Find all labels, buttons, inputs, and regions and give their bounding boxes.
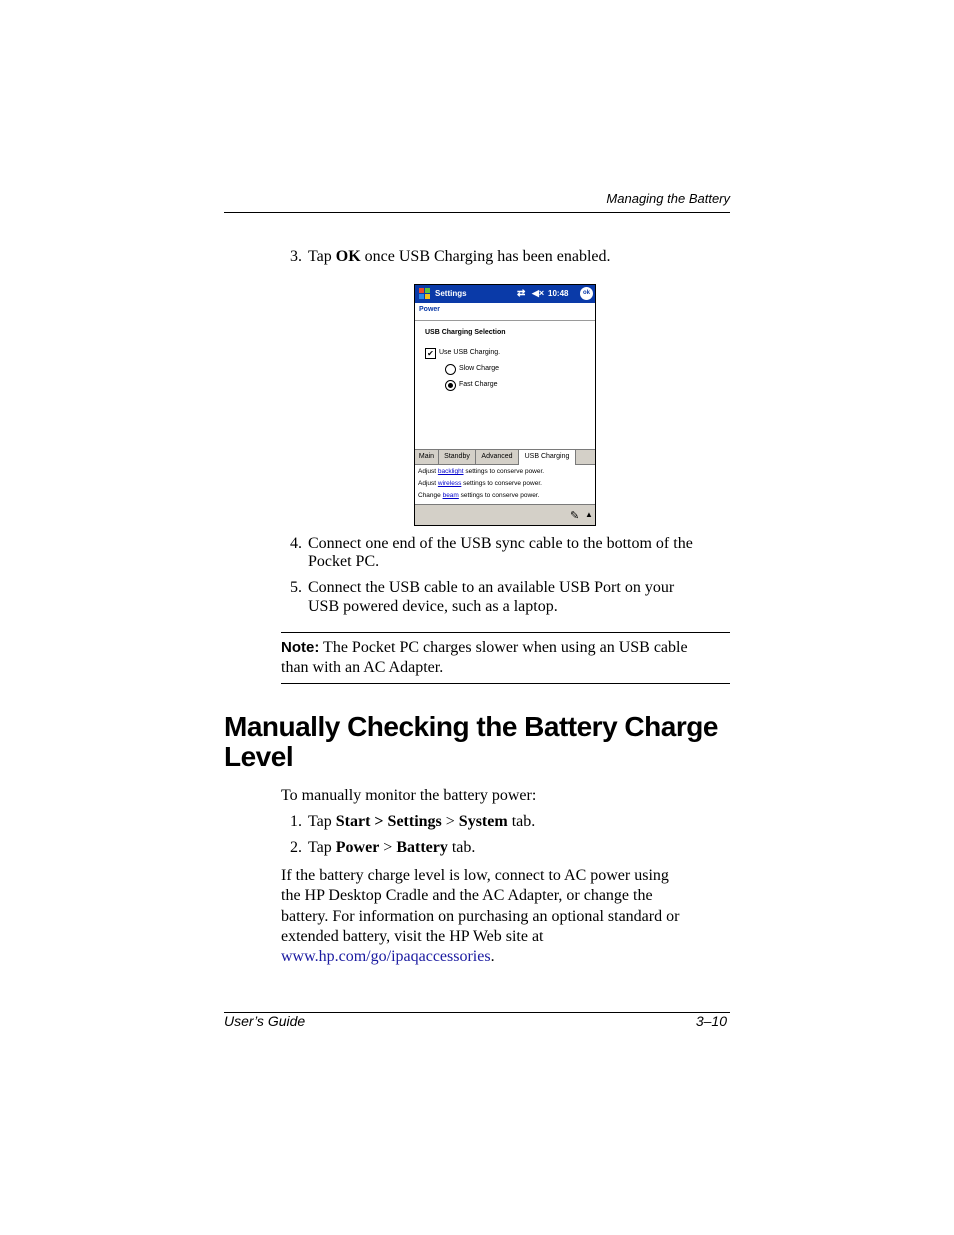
device-title-bar — [415, 285, 595, 303]
backlight-link[interactable]: backlight — [437, 468, 464, 475]
step-bold: Power — [335, 839, 380, 856]
device-title: Settings — [435, 289, 467, 298]
step-bold: Start > Settings — [335, 813, 442, 830]
help-text: settings to conserve power. — [463, 468, 545, 475]
note-label: Note: — [281, 639, 320, 656]
step-text: Connect the USB cable to an available USB Port on your — [308, 579, 675, 596]
page-number: 3–10 — [695, 1013, 727, 1029]
step-number: 4. — [290, 535, 302, 552]
note-bottom-rule — [281, 683, 730, 684]
use-usb-charging-checkbox[interactable]: ✔ — [425, 348, 436, 359]
help-text: Change — [418, 492, 443, 499]
wireless-link[interactable]: wireless — [437, 480, 462, 487]
device-command-bar — [415, 504, 595, 526]
radio-label: Fast Charge — [459, 381, 498, 388]
note-text: The Pocket PC charges slower when using an USB cable — [319, 639, 688, 656]
paragraph-line: If the battery charge level is low, connect to AC power using — [281, 867, 669, 884]
sync-arrows-icon[interactable]: ⇄ — [517, 288, 526, 299]
checkbox-label: Use USB Charging. — [439, 349, 501, 356]
help-line — [418, 468, 544, 475]
step-text: tab. — [447, 839, 476, 856]
step-text: Tap — [308, 813, 336, 830]
device-clock[interactable]: 10:48 — [548, 289, 569, 298]
fast-charge-radio[interactable] — [445, 380, 456, 391]
step-text: once USB Charging has been enabled. — [360, 248, 611, 265]
ok-button[interactable]: ok — [580, 287, 593, 300]
help-text: Adjust — [418, 468, 438, 475]
help-line — [418, 480, 542, 487]
step-text: tab. — [507, 813, 536, 830]
speaker-icon[interactable]: ◀× — [532, 288, 545, 298]
note-text: than with an AC Adapter. — [281, 659, 444, 676]
paragraph-line: the HP Desktop Cradle and the AC Adapter, or change the — [281, 887, 653, 905]
note-top-rule — [281, 632, 730, 633]
step-5 — [290, 579, 750, 619]
step-number: 5. — [290, 579, 302, 596]
step-text: USB powered device, such as a laptop. — [308, 598, 558, 615]
tab-advanced[interactable]: Advanced — [476, 450, 519, 464]
device-subtitle: Power — [419, 306, 441, 313]
step-text: Pocket PC. — [308, 553, 380, 570]
tab-main[interactable]: Main — [415, 450, 439, 464]
tab-standby[interactable]: Standby — [439, 450, 476, 464]
pocket-pc-screenshot — [414, 284, 596, 526]
beam-link[interactable]: beam — [442, 492, 459, 499]
step-number: 2. — [290, 839, 302, 856]
step-bold: System — [458, 813, 508, 830]
note — [281, 638, 741, 658]
heading-line: Manually Checking the Battery Charge — [224, 711, 718, 742]
tab-usb-charging[interactable]: USB Charging — [519, 450, 576, 465]
body-paragraph — [281, 866, 741, 967]
slow-charge-radio[interactable] — [445, 364, 456, 375]
step-2 — [290, 839, 750, 859]
help-text: Adjust — [418, 480, 438, 487]
help-text: settings to conserve power. — [461, 480, 542, 487]
radio-label: Slow Charge — [459, 365, 500, 372]
step-3 — [290, 248, 750, 268]
device-tab-bar — [415, 449, 595, 465]
step-1 — [290, 813, 750, 833]
step-bold: Battery — [396, 839, 448, 856]
paragraph-text: . — [490, 948, 495, 966]
step-number: 1. — [290, 813, 302, 830]
help-line — [418, 492, 539, 499]
header-rule — [224, 212, 730, 213]
intro-text: To manually monitor the battery power: — [281, 787, 537, 804]
hp-accessories-link[interactable]: www.hp.com/go/ipaqaccessories — [281, 948, 491, 966]
step-number: 3. — [290, 248, 302, 265]
usb-charging-section-label: USB Charging Selection — [425, 329, 506, 336]
heading-line: Level — [224, 741, 294, 772]
input-pen-icon[interactable]: ✎ — [570, 510, 580, 522]
footer-title: User’s Guide — [224, 1013, 306, 1029]
step-text: Tap — [308, 248, 336, 265]
radio-selected-dot — [448, 383, 453, 388]
windows-start-icon[interactable] — [419, 288, 430, 299]
paragraph-line: extended battery, visit the HP Web site at — [281, 927, 544, 945]
running-header: Managing the Battery — [606, 191, 730, 206]
subtitle-rule — [415, 320, 595, 321]
step-text: > — [441, 813, 459, 830]
step-text: > — [379, 839, 397, 856]
step-text: Connect one end of the USB sync cable to the bottom of the — [308, 535, 693, 552]
step-text: Tap — [308, 839, 336, 856]
step-bold: OK — [335, 248, 361, 265]
step-4 — [290, 535, 750, 575]
help-text: settings to conserve power. — [458, 492, 540, 499]
input-arrow-up-icon[interactable]: ▲ — [585, 510, 593, 519]
section-heading — [224, 712, 744, 772]
paragraph-line: battery. For information on purchasing an optional standard or — [281, 907, 680, 925]
